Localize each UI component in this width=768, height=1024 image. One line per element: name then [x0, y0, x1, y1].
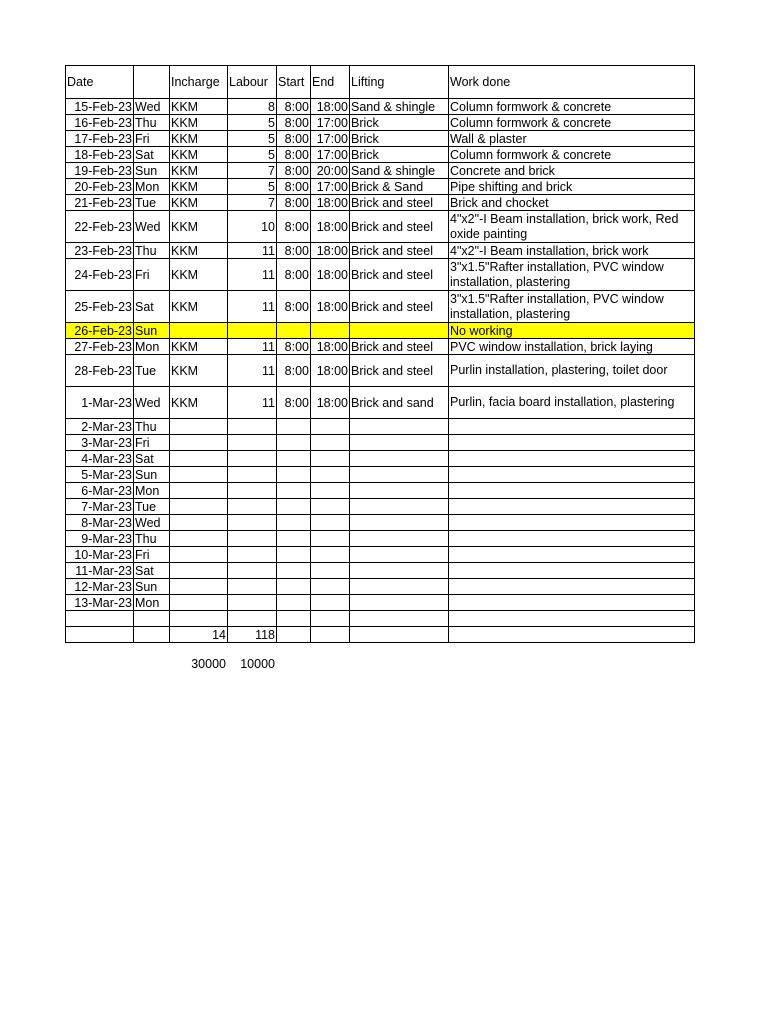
date-cell[interactable]: 15-Feb-23	[66, 99, 134, 115]
totals-cell-lifting[interactable]	[350, 627, 449, 643]
day-cell[interactable]: Sat	[134, 563, 170, 579]
start-time-cell[interactable]: 8:00	[277, 243, 311, 259]
incharge-cell[interactable]: KKM	[170, 147, 228, 163]
lifting-cell[interactable]	[350, 563, 449, 579]
table-row	[66, 579, 695, 595]
day-cell[interactable]: Thu	[134, 115, 170, 131]
lifting-cell[interactable]: Brick and steel	[350, 339, 449, 355]
end-time-cell[interactable]: 18:00	[311, 259, 350, 291]
day-cell[interactable]: Thu	[134, 419, 170, 435]
incharge-cell[interactable]	[170, 435, 228, 451]
day-cell[interactable]: Thu	[134, 531, 170, 547]
labour-cell[interactable]	[228, 547, 277, 563]
date-cell[interactable]: 12-Mar-23	[66, 579, 134, 595]
table-row	[66, 387, 695, 419]
lifting-cell[interactable]: Brick and steel	[350, 291, 449, 323]
date-cell[interactable]: 11-Mar-23	[66, 563, 134, 579]
labour-cell[interactable]	[228, 499, 277, 515]
labour-cell[interactable]	[228, 515, 277, 531]
end-time-cell[interactable]: 18:00	[311, 339, 350, 355]
end-time-cell[interactable]	[311, 563, 350, 579]
work-done-cell[interactable]	[449, 499, 695, 515]
day-cell[interactable]: Wed	[134, 99, 170, 115]
start-time-cell[interactable]	[277, 531, 311, 547]
table-row	[66, 515, 695, 531]
work-done-cell[interactable]	[449, 611, 695, 627]
day-cell[interactable]: Wed	[134, 387, 170, 419]
start-time-cell[interactable]: 8:00	[277, 387, 311, 419]
header-cell-date[interactable]: Date	[66, 66, 134, 99]
work-done-cell[interactable]: Column formwork & concrete	[449, 147, 695, 163]
table-row	[66, 483, 695, 499]
labour-cell[interactable]: 11	[228, 243, 277, 259]
rates-row	[65, 656, 276, 672]
lifting-cell[interactable]	[350, 419, 449, 435]
start-time-cell[interactable]	[277, 515, 311, 531]
incharge-cell[interactable]	[170, 451, 228, 467]
day-cell[interactable]: Mon	[134, 595, 170, 611]
table-row	[66, 259, 695, 291]
work-done-cell[interactable]	[449, 451, 695, 467]
day-cell[interactable]: Sun	[134, 579, 170, 595]
date-cell[interactable]: 5-Mar-23	[66, 467, 134, 483]
end-time-cell[interactable]: 18:00	[311, 291, 350, 323]
incharge-cell[interactable]: KKM	[170, 387, 228, 419]
table-row	[66, 243, 695, 259]
rates-spacer-date	[65, 656, 133, 672]
incharge-cell[interactable]	[170, 323, 228, 339]
work-done-cell[interactable]: Brick and chocket	[449, 195, 695, 211]
start-time-cell[interactable]	[277, 467, 311, 483]
end-time-cell[interactable]	[311, 579, 350, 595]
start-time-cell[interactable]: 8:00	[277, 115, 311, 131]
date-cell[interactable]: 28-Feb-23	[66, 355, 134, 387]
totals-cell-end[interactable]	[311, 627, 350, 643]
labour-cell[interactable]: 8	[228, 99, 277, 115]
end-time-cell[interactable]: 20:00	[311, 163, 350, 179]
table-row	[66, 147, 695, 163]
table-row	[66, 195, 695, 211]
labour-cell[interactable]: 7	[228, 195, 277, 211]
lifting-cell[interactable]: Sand & shingle	[350, 99, 449, 115]
totals-row	[66, 627, 695, 643]
start-time-cell[interactable]	[277, 595, 311, 611]
table-row	[66, 323, 695, 339]
start-time-cell[interactable]: 8:00	[277, 131, 311, 147]
end-time-cell[interactable]	[311, 595, 350, 611]
end-time-cell[interactable]: 18:00	[311, 99, 350, 115]
table-row	[66, 531, 695, 547]
start-time-cell[interactable]: 8:00	[277, 291, 311, 323]
work-done-cell[interactable]	[449, 595, 695, 611]
end-time-cell[interactable]	[311, 467, 350, 483]
date-cell[interactable]: 16-Feb-23	[66, 115, 134, 131]
day-cell[interactable]: Sat	[134, 291, 170, 323]
header-cell-lifting[interactable]: Lifting	[350, 66, 449, 99]
lifting-cell[interactable]: Brick	[350, 131, 449, 147]
labour-cell[interactable]	[228, 563, 277, 579]
table-row	[66, 163, 695, 179]
day-cell[interactable]: Fri	[134, 435, 170, 451]
table-row	[66, 611, 695, 627]
lifting-cell[interactable]	[350, 515, 449, 531]
day-cell[interactable]: Wed	[134, 515, 170, 531]
work-done-cell[interactable]: Concrete and brick	[449, 163, 695, 179]
date-cell[interactable]: 9-Mar-23	[66, 531, 134, 547]
date-cell[interactable]: 23-Feb-23	[66, 243, 134, 259]
incharge-cell[interactable]	[170, 515, 228, 531]
incharge-cell[interactable]: KKM	[170, 99, 228, 115]
labour-cell[interactable]	[228, 419, 277, 435]
rates-spacer-day	[133, 656, 169, 672]
incharge-total[interactable]: 14	[170, 627, 228, 643]
start-time-cell[interactable]	[277, 323, 311, 339]
work-done-cell[interactable]: 3"x1.5"Rafter installation, PVC window installation, plastering	[449, 291, 695, 323]
labour-rate[interactable]: 10000	[240, 657, 275, 671]
work-done-cell[interactable]	[449, 419, 695, 435]
labour-total[interactable]: 118	[228, 627, 277, 643]
table-row	[66, 419, 695, 435]
start-time-cell[interactable]: 8:00	[277, 195, 311, 211]
incharge-cell[interactable]: KKM	[170, 243, 228, 259]
totals-cell-day[interactable]	[134, 627, 170, 643]
date-cell[interactable]: 17-Feb-23	[66, 131, 134, 147]
end-time-cell[interactable]	[311, 451, 350, 467]
incharge-cell[interactable]: KKM	[170, 163, 228, 179]
day-cell[interactable]: Sun	[134, 323, 170, 339]
table-row	[66, 355, 695, 387]
labour-cell[interactable]: 11	[228, 355, 277, 387]
start-time-cell[interactable]: 8:00	[277, 147, 311, 163]
incharge-cell[interactable]	[170, 595, 228, 611]
work-done-cell[interactable]	[449, 515, 695, 531]
labour-cell[interactable]	[228, 483, 277, 499]
incharge-cell[interactable]	[170, 499, 228, 515]
day-cell[interactable]	[134, 611, 170, 627]
labour-cell[interactable]	[228, 451, 277, 467]
day-cell[interactable]: Fri	[134, 547, 170, 563]
lifting-cell[interactable]: Brick and steel	[350, 195, 449, 211]
date-cell[interactable]: 20-Feb-23	[66, 179, 134, 195]
end-time-cell[interactable]: 17:00	[311, 179, 350, 195]
end-time-cell[interactable]: 17:00	[311, 147, 350, 163]
date-cell[interactable]: 13-Mar-23	[66, 595, 134, 611]
date-cell[interactable]: 8-Mar-23	[66, 515, 134, 531]
work-done-cell[interactable]: Purlin, facia board installation, plastering	[449, 387, 695, 419]
labour-cell[interactable]: 7	[228, 163, 277, 179]
day-cell[interactable]: Sun	[134, 467, 170, 483]
end-time-cell[interactable]	[311, 419, 350, 435]
lifting-cell[interactable]: Brick & Sand	[350, 179, 449, 195]
lifting-cell[interactable]: Brick	[350, 115, 449, 131]
date-cell[interactable]: 26-Feb-23	[66, 323, 134, 339]
date-cell[interactable]: 24-Feb-23	[66, 259, 134, 291]
table-row	[66, 499, 695, 515]
work-done-cell[interactable]	[449, 579, 695, 595]
work-done-cell[interactable]: 4"x2"-I Beam installation, brick work, Red oxide painting	[449, 211, 695, 243]
date-cell[interactable]	[66, 611, 134, 627]
labour-cell[interactable]	[228, 579, 277, 595]
incharge-cell[interactable]	[170, 467, 228, 483]
end-time-cell[interactable]	[311, 547, 350, 563]
lifting-cell[interactable]	[350, 499, 449, 515]
incharge-cell[interactable]: KKM	[170, 195, 228, 211]
lifting-cell[interactable]	[350, 595, 449, 611]
table-row	[66, 595, 695, 611]
work-done-cell[interactable]: 3"x1.5"Rafter installation, PVC window installation, plastering	[449, 259, 695, 291]
end-time-cell[interactable]: 17:00	[311, 131, 350, 147]
labour-cell[interactable]	[228, 595, 277, 611]
table-row	[66, 467, 695, 483]
lifting-cell[interactable]: Sand & shingle	[350, 163, 449, 179]
lifting-cell[interactable]: Brick and steel	[350, 355, 449, 387]
date-cell[interactable]: 25-Feb-23	[66, 291, 134, 323]
start-time-cell[interactable]: 8:00	[277, 179, 311, 195]
date-cell[interactable]: 22-Feb-23	[66, 211, 134, 243]
start-time-cell[interactable]	[277, 419, 311, 435]
incharge-cell[interactable]: KKM	[170, 355, 228, 387]
start-time-cell[interactable]: 8:00	[277, 163, 311, 179]
table-row	[66, 115, 695, 131]
labour-cell[interactable]: 11	[228, 339, 277, 355]
header-cell-start[interactable]: Start	[277, 66, 311, 99]
incharge-cell[interactable]	[170, 611, 228, 627]
header-row	[66, 66, 695, 99]
header-cell-incharge[interactable]: Incharge	[170, 66, 228, 99]
table-row	[66, 179, 695, 195]
end-time-cell[interactable]	[311, 483, 350, 499]
start-time-cell[interactable]	[277, 563, 311, 579]
lifting-cell[interactable]	[350, 611, 449, 627]
date-cell[interactable]: 21-Feb-23	[66, 195, 134, 211]
lifting-cell[interactable]: Brick and steel	[350, 211, 449, 243]
day-cell[interactable]: Wed	[134, 211, 170, 243]
incharge-cell[interactable]: KKM	[170, 339, 228, 355]
work-done-cell[interactable]: Column formwork & concrete	[449, 99, 695, 115]
date-cell[interactable]: 10-Mar-23	[66, 547, 134, 563]
lifting-cell[interactable]	[350, 435, 449, 451]
labour-cell[interactable]	[228, 323, 277, 339]
table-row	[66, 563, 695, 579]
lifting-cell[interactable]	[350, 483, 449, 499]
lifting-cell[interactable]: Brick and sand	[350, 387, 449, 419]
incharge-cell[interactable]	[170, 579, 228, 595]
incharge-cell[interactable]: KKM	[170, 259, 228, 291]
start-time-cell[interactable]	[277, 451, 311, 467]
day-cell[interactable]: Fri	[134, 259, 170, 291]
end-time-cell[interactable]	[311, 499, 350, 515]
header-cell-work-done[interactable]: Work done	[449, 66, 695, 99]
lifting-cell[interactable]	[350, 531, 449, 547]
day-cell[interactable]: Sun	[134, 163, 170, 179]
header-cell-labour[interactable]: Labour	[228, 66, 277, 99]
work-log-table	[65, 65, 695, 643]
lifting-cell[interactable]	[350, 467, 449, 483]
lifting-cell[interactable]	[350, 323, 449, 339]
incharge-cell[interactable]	[170, 547, 228, 563]
labour-cell[interactable]	[228, 435, 277, 451]
totals-cell-work[interactable]	[449, 627, 695, 643]
labour-cell[interactable]	[228, 611, 277, 627]
labour-cell[interactable]: 5	[228, 131, 277, 147]
end-time-cell[interactable]: 17:00	[311, 115, 350, 131]
work-done-cell[interactable]: 4"x2"-I Beam installation, brick work	[449, 243, 695, 259]
start-time-cell[interactable]: 8:00	[277, 355, 311, 387]
work-done-cell[interactable]	[449, 563, 695, 579]
work-done-cell[interactable]: Column formwork & concrete	[449, 115, 695, 131]
date-cell[interactable]: 27-Feb-23	[66, 339, 134, 355]
work-done-cell[interactable]: Purlin installation, plastering, toilet door	[449, 355, 695, 387]
day-cell[interactable]: Thu	[134, 243, 170, 259]
work-done-cell[interactable]	[449, 483, 695, 499]
start-time-cell[interactable]	[277, 499, 311, 515]
labour-cell[interactable]: 11	[228, 291, 277, 323]
incharge-cell[interactable]	[170, 419, 228, 435]
labour-cell[interactable]: 11	[228, 259, 277, 291]
date-cell[interactable]: 4-Mar-23	[66, 451, 134, 467]
day-cell[interactable]: Mon	[134, 339, 170, 355]
date-cell[interactable]: 7-Mar-23	[66, 499, 134, 515]
table-row	[66, 339, 695, 355]
totals-cell-start[interactable]	[277, 627, 311, 643]
table-row	[66, 451, 695, 467]
table-row	[66, 131, 695, 147]
totals-cell-date[interactable]	[66, 627, 134, 643]
end-time-cell[interactable]	[311, 611, 350, 627]
incharge-cell[interactable]: KKM	[170, 291, 228, 323]
day-cell[interactable]: Tue	[134, 499, 170, 515]
lifting-cell[interactable]: Brick	[350, 147, 449, 163]
date-cell[interactable]: 19-Feb-23	[66, 163, 134, 179]
incharge-cell[interactable]	[170, 563, 228, 579]
incharge-cell[interactable]: KKM	[170, 131, 228, 147]
end-time-cell[interactable]	[311, 515, 350, 531]
header-cell-end[interactable]: End	[311, 66, 350, 99]
date-cell[interactable]: 18-Feb-23	[66, 147, 134, 163]
date-cell[interactable]: 3-Mar-23	[66, 435, 134, 451]
start-time-cell[interactable]: 8:00	[277, 339, 311, 355]
lifting-cell[interactable]	[350, 579, 449, 595]
labour-cell[interactable]: 5	[228, 179, 277, 195]
table-row	[66, 99, 695, 115]
labour-cell[interactable]	[228, 467, 277, 483]
end-time-cell[interactable]: 18:00	[311, 355, 350, 387]
table-row	[66, 211, 695, 243]
work-done-cell[interactable]	[449, 435, 695, 451]
labour-cell[interactable]: 5	[228, 147, 277, 163]
day-cell[interactable]: Tue	[134, 355, 170, 387]
end-time-cell[interactable]: 18:00	[311, 211, 350, 243]
incharge-cell[interactable]: KKM	[170, 115, 228, 131]
work-done-cell[interactable]: Wall & plaster	[449, 131, 695, 147]
start-time-cell[interactable]	[277, 483, 311, 499]
start-time-cell[interactable]	[277, 435, 311, 451]
lifting-cell[interactable]	[350, 547, 449, 563]
incharge-cell[interactable]: KKM	[170, 179, 228, 195]
day-cell[interactable]: Mon	[134, 483, 170, 499]
start-time-cell[interactable]	[277, 611, 311, 627]
start-time-cell[interactable]	[277, 579, 311, 595]
start-time-cell[interactable]: 8:00	[277, 259, 311, 291]
lifting-cell[interactable]	[350, 451, 449, 467]
incharge-cell[interactable]: KKM	[170, 211, 228, 243]
start-time-cell[interactable]: 8:00	[277, 99, 311, 115]
lifting-cell[interactable]: Brick and steel	[350, 259, 449, 291]
lifting-cell[interactable]: Brick and steel	[350, 243, 449, 259]
date-cell[interactable]: 1-Mar-23	[66, 387, 134, 419]
day-cell[interactable]: Sat	[134, 147, 170, 163]
work-done-cell[interactable]	[449, 531, 695, 547]
work-done-cell[interactable]: No working	[449, 323, 695, 339]
work-done-cell[interactable]	[449, 547, 695, 563]
labour-cell[interactable]: 5	[228, 115, 277, 131]
table-row	[66, 435, 695, 451]
labour-cell[interactable]	[228, 531, 277, 547]
table-row	[66, 547, 695, 563]
day-cell[interactable]: Mon	[134, 179, 170, 195]
start-time-cell[interactable]: 8:00	[277, 211, 311, 243]
incharge-cell[interactable]	[170, 531, 228, 547]
work-done-cell[interactable]: Pipe shifting and brick	[449, 179, 695, 195]
end-time-cell[interactable]: 18:00	[311, 195, 350, 211]
labour-cell[interactable]: 11	[228, 387, 277, 419]
end-time-cell[interactable]	[311, 323, 350, 339]
work-done-cell[interactable]: PVC window installation, brick laying	[449, 339, 695, 355]
day-cell[interactable]: Sat	[134, 451, 170, 467]
start-time-cell[interactable]	[277, 547, 311, 563]
end-time-cell[interactable]	[311, 531, 350, 547]
incharge-cell[interactable]	[170, 483, 228, 499]
work-done-cell[interactable]	[449, 467, 695, 483]
end-time-cell[interactable]: 18:00	[311, 387, 350, 419]
date-cell[interactable]: 6-Mar-23	[66, 483, 134, 499]
labour-cell[interactable]: 10	[228, 211, 277, 243]
date-cell[interactable]: 2-Mar-23	[66, 419, 134, 435]
header-cell-day[interactable]	[134, 66, 170, 99]
table-row	[66, 291, 695, 323]
day-cell[interactable]: Fri	[134, 131, 170, 147]
day-cell[interactable]: Tue	[134, 195, 170, 211]
end-time-cell[interactable]	[311, 435, 350, 451]
end-time-cell[interactable]: 18:00	[311, 243, 350, 259]
incharge-rate[interactable]: 30000	[191, 657, 226, 671]
